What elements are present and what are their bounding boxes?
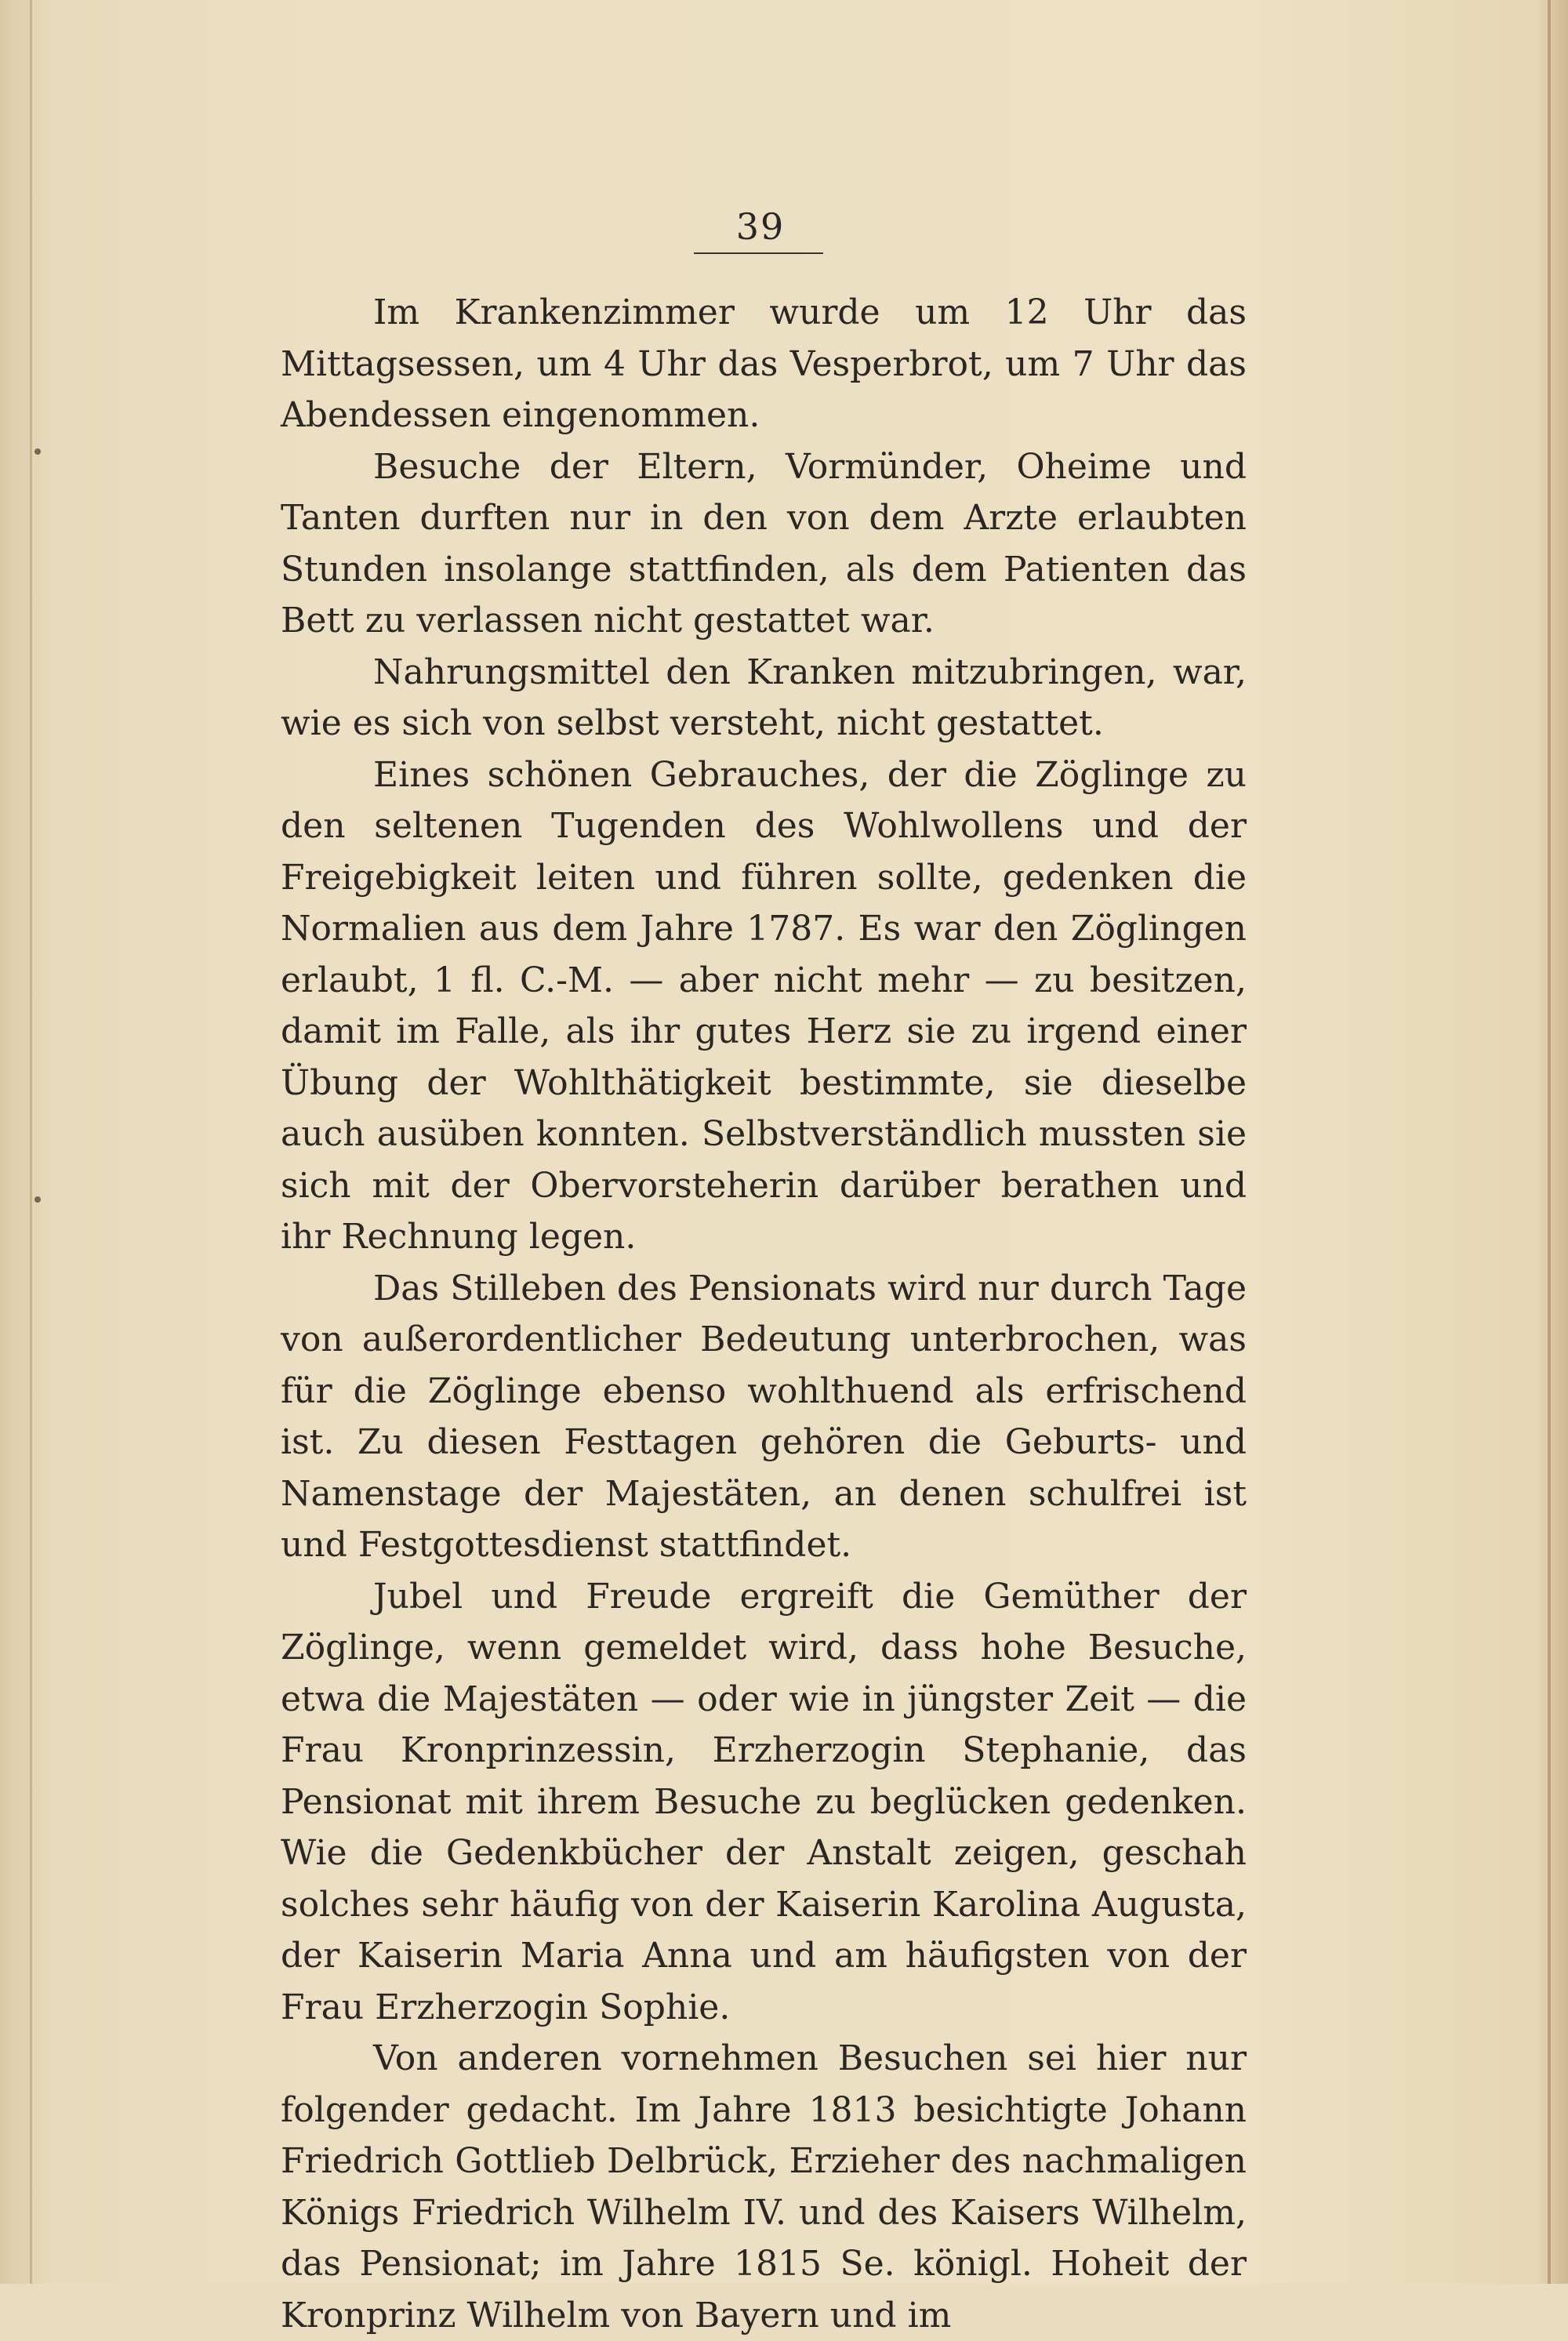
margin-dot-mark <box>34 1196 41 1203</box>
paragraph-royal-visits: Jubel und Freude ergreift die Gemüther der Zöglinge, wenn gemeldet wird, dass hohe Besuche, etwa die Majestäten — oder wie in jüngster Zeit — die Frau Kronprinzessin, Erzherzogin Stephanie, das Pensionat mit ihrem Besuche zu beglücken gedenken. Wie die Gedenkbücher der Anstalt zeigen, geschah solches sehr häufig von der Kaiserin Karolina Augusta, der Kaiserin Maria Anna und am häufigsten von der Frau Erzherzogin Sophie. <box>281 1576 1247 2027</box>
page-number: 39 <box>735 205 786 248</box>
page-number-rule <box>694 252 823 254</box>
paragraph-visits: Besuche der Eltern, Vormünder, Oheime und Tanten durften nur in den von dem Arzte erlaubten Stunden insolange stattfinden, als dem Patienten das Bett zu verlassen nicht gestattet war. <box>281 446 1247 641</box>
page-gutter-edge <box>30 0 32 2284</box>
margin-dot-mark <box>34 448 41 455</box>
paragraph-other-visitors: Von anderen vornehmen Besuchen sei hier nur folgender gedacht. Im Jahre 1813 besichtigte Johann Friedrich Gottlieb Delbrück, Erzieher des nachmaligen Königs Friedrich Wilhelm IV. und des Kaisers Wilhelm, das Pensionat; im Jahre 1815 Se. königl. Hoheit der Kronprinz Wilhelm von Bayern und im <box>281 2038 1247 2336</box>
paragraph-food-rule: Nahrungsmittel den Kranken mitzubringen, war, wie es sich von selbst versteht, nicht gestattet. <box>281 651 1247 743</box>
paragraph-sick-room-meals: Im Krankenzimmer wurde um 12 Uhr das Mittagsessen, um 4 Uhr das Vesperbrot, um 7 Uhr das Abendessen eingenommen. <box>281 292 1247 435</box>
paragraph-charity-custom: Eines schönen Gebrauches, der die Zöglinge zu den seltenen Tugenden des Wohlwollens und der Freigebigkeit leiten und führen sollte, gedenken die Normalien aus dem Jahre 1787. Es war den Zöglingen erlaubt, 1 fl. C.-M. — aber nicht mehr — zu besitzen, damit im Falle, als ihr gutes Herz sie zu irgend einer Übung der Wohlthätigkeit bestimmte, sie dieselbe auch ausüben konnten. Selbstverständlich mussten sie sich mit der Obervorsteherin darüber berathen und ihr Rechnung legen. <box>281 754 1247 1257</box>
page-outer-edge <box>1548 0 1551 2284</box>
paragraph-festive-days: Das Stilleben des Pensionats wird nur durch Tage von außerordentlicher Bedeutung unterbrochen, was für die Zöglinge ebenso wohlthuend als erfrischend ist. Zu diesen Festtagen gehören die Geburts- und Namenstage der Majestäten, an denen schulfrei ist und Festgottesdienst stattfindet. <box>281 1268 1247 1565</box>
body-text <box>281 287 1247 2341</box>
